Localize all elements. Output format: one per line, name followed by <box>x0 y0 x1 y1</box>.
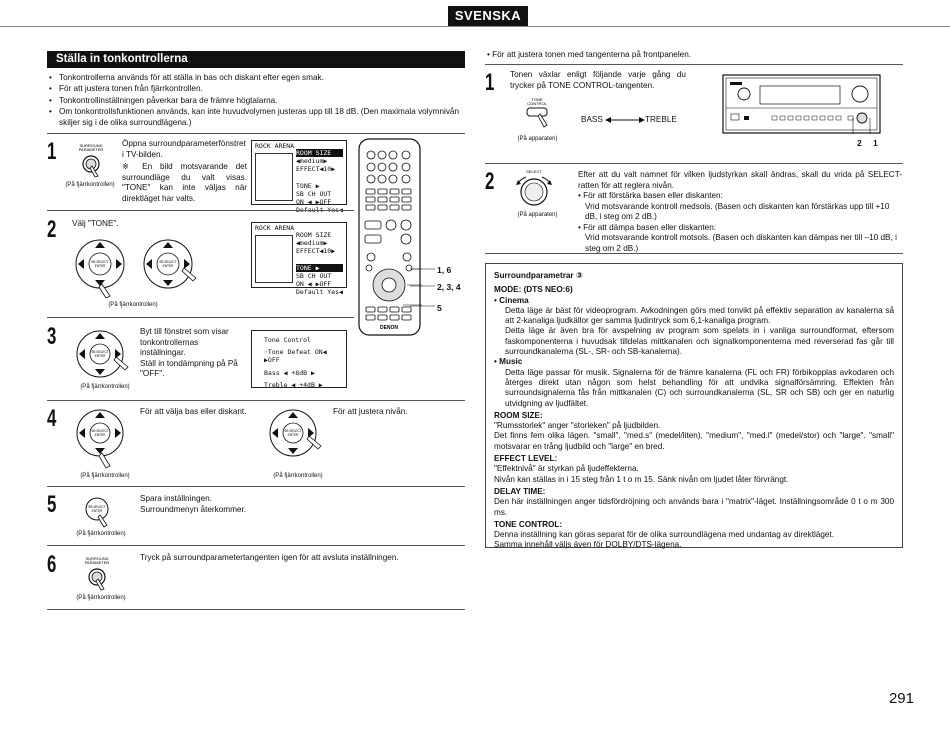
svg-text:PARAMETER: PARAMETER <box>78 147 104 152</box>
remote-callout: 5 <box>437 303 442 313</box>
step-caption: (På fjärrkontrollen) <box>76 531 126 537</box>
step-number: 2 <box>485 168 495 195</box>
cursor-pad-icon <box>72 327 134 385</box>
surround-parameter-button-icon <box>72 140 110 182</box>
language-tab: SVENSKA <box>448 6 528 26</box>
step-divider <box>47 210 354 211</box>
svg-text:CONTROL: CONTROL <box>527 101 547 106</box>
svg-text:TONE: TONE <box>531 97 543 102</box>
panel-callout: 2 <box>857 138 862 148</box>
step-text: Tryck på surroundparametertangenten igen för att avsluta inställningen. <box>140 553 399 562</box>
step-number: 4 <box>47 405 57 432</box>
step-text: Efter att du valt namnet för vilken ljudstyrkan skall ändras, skall du vrida på SELECT-ratten för att reglera nivån. • För att förstärka basen eller diskanten: Vrid motsvarande kontroll medsols. (Basen och diskanten kan förstärkas upp till +10 dB, i steg om 2 dB.) • För att dämpa basen eller diskanten: Vrid motsvarande kontroll motsols. (Basen och diskanten kan dämpas ner till –10 dB, i steg om 2 dB.) <box>578 170 902 253</box>
cursor-pad-icon <box>72 236 134 298</box>
svg-text:SB SELECT: SB SELECT <box>159 260 177 264</box>
surround-parameter-button-icon <box>78 553 116 595</box>
cursor-pad-icon <box>140 236 202 298</box>
svg-text:ENTER: ENTER <box>94 264 106 268</box>
step-caption: (På fjärrkontrollen) <box>273 473 323 479</box>
step-divider <box>47 400 465 401</box>
step-text: Tonen växlar enligt följande varje gång du trycker på TONE CONTROL-tangenten. <box>510 70 686 90</box>
step-caption: (På fjärrkontrollen) <box>80 384 130 390</box>
section-title: Ställa in tonkontrollerna <box>47 51 465 68</box>
step-divider <box>47 609 465 610</box>
step-divider <box>47 545 465 546</box>
header-rule <box>0 26 950 27</box>
treble-label: TREBLE <box>645 115 677 124</box>
step-number: 1 <box>47 138 57 165</box>
osd-screen: ROCK ARENA ROOM SIZE ◀medium▶ EFFECT◀10▶ TONE ▶ SB CH OUT ON ◀ ▶OFF Default Yes◀ <box>251 140 347 205</box>
step-caption: (På fjärrkontrollen) <box>80 473 130 479</box>
panel-callout: 1 <box>873 138 878 148</box>
step-caption: (På fjärrkontrollen) <box>76 595 126 601</box>
svg-text:ENTER: ENTER <box>91 509 103 513</box>
step-text: Spara inställningen. Surroundmenyn återkommer. <box>140 494 247 514</box>
bass-label: BASS <box>581 115 603 124</box>
tone-control-button-icon <box>522 96 562 132</box>
step-caption: (På apparaten) <box>517 212 558 218</box>
intro-bullet: • Tonkontrollerna används för att ställa in bas och diskant efter egen smak. <box>47 72 467 83</box>
enter-button-icon <box>82 495 116 529</box>
cursor-pad-icon <box>265 406 327 472</box>
osd-screen: Tone Control ☞Tone Defeat ON◀ ▶OFF Bass ◀ +8dB ▶ Treble ◀ +4dB ▶ <box>251 330 347 388</box>
step-number: 1 <box>485 69 495 96</box>
step-caption: (På fjärrkontrollen) <box>108 302 158 308</box>
svg-text:SB SELECT: SB SELECT <box>284 429 302 433</box>
step-number: 5 <box>47 491 57 518</box>
step-caption: (På fjärrkontrollen) <box>65 182 115 188</box>
svg-text:PARAMETER: PARAMETER <box>84 560 110 565</box>
knob-label: SELECT <box>526 169 542 174</box>
svg-text:ENTER: ENTER <box>94 354 106 358</box>
svg-text:ENTER: ENTER <box>162 264 174 268</box>
step-text: Öppna surroundparameterfönstret i TV-bilden. ※ En bild motsvarande det surroundläge du valt visas. "TONE" kan inte väljas när direktläget har valts. <box>122 139 247 203</box>
step-text: Byt till fönstret som visar tonkontrollernas inställningar. Ställ in tondämpning på På "OFF". <box>140 327 238 378</box>
page-number: 291 <box>888 690 914 707</box>
cursor-pad-icon <box>72 406 134 472</box>
intro-bullet: • Tonkontrollinställningen påverkar bara de främre högtalarna. <box>47 95 467 106</box>
osd-screen: ROCK ARENA ROOM SIZE ◀medium▶ EFFECT◀10▶ TONE ▶ SB CH OUT ON ◀ ▶OFF Default Yes◀ <box>251 222 347 288</box>
step-divider <box>485 253 903 254</box>
svg-text:ENTER: ENTER <box>287 433 299 437</box>
step-text: För att välja bas eller diskant. <box>140 407 247 416</box>
bidirectional-arrow-icon <box>605 115 645 125</box>
intro-bullets <box>47 72 467 128</box>
intro-bullet: • För att justera tonen från fjärrkontrollen. <box>47 83 467 94</box>
remote-callout: 1, 6 <box>437 265 452 275</box>
svg-text:SB SELECT: SB SELECT <box>91 350 109 354</box>
step-divider <box>47 133 465 134</box>
step-caption: (På apparaten) <box>517 136 558 142</box>
select-knob-icon <box>512 167 556 211</box>
step-number: 6 <box>47 551 57 578</box>
step-text: Välj "TONE". <box>72 219 119 228</box>
remote-brand: DENON <box>379 325 399 331</box>
step-number: 3 <box>47 323 57 350</box>
step-divider <box>47 317 354 318</box>
step-divider <box>485 163 903 164</box>
intro-bullet: • Om tonkontrollsfunktionen används, kan inte huvudvolymen justeras upp till 18 dB. (Den maximala volymnivån skiljer sig i de olika surroundlägena.) <box>47 106 467 129</box>
svg-text:SURROUND: SURROUND <box>79 143 103 148</box>
step-divider <box>485 64 903 65</box>
step-text: För att justera nivån. <box>333 407 408 416</box>
callout-lines <box>410 260 435 320</box>
surround-parameters-box: Surroundparametrar ③ MODE: (DTS NEO:6) • Cinema Detta läge är bäst för videoprogram. Avkodningen görs med tonvikt på effektiv separation av kanalerna så att 2-kanaliga ljudkällor ger samma ljudintryck som 6,1-kanaliga program. Detta läge är även bra för avspelning av program som spelats in i vanliga surroundformat, eftersom faskomponenterna i huvudsak tilldelas mittkanalen och signalkomponenterna med reverserad fas går till surroundkanalerna (SL-, SR- och SB-kanalerna). • Music Detta läge passar för musik. Signalerna för de främre kanalerna (FL och FR) förbikopplas avkodaren och återges direkt utan någon som helst behandling för att undvika signalförsämring. Effekten från surroundsignalerna fås från mittkanalen (C) och surroundkanalerna (SL, SR och SB) och ger en naturlig utvidgning av ljudfältet. ROOM SIZE: "Rumsstorlek" anger "storleken" på ljudbilden. Det finns fem olika lägen. "small", "med.s" (medel/liten), "medium", "med.l" (medel/stor) och "large". "small" motsvarar en trång ljudbild och "large" en bred. EFFECT LEVEL: "Effektnivå" är styrkan på ljudeffekterna. Nivån kan ställas in i 15 steg från 1 t o m 15. Sänk nivån om ljudet låter förvrängt. DELAY TIME: Den här inställningen anger tidsfördröjning och används bara i "matrix"-läget. Inställningsområde 0 t o m 300 ms. TONE CONTROL: Denna inställning kan göras separat för de olika surroundlägena med undantag av direktläget. Samma innehåll väljs även för DOLBY/DTS-lägena. <box>485 263 903 548</box>
remote-callout: 2, 3, 4 <box>437 282 461 292</box>
step-number: 2 <box>47 216 57 243</box>
right-intro: • För att justera tonen med tangenterna på frontpanelen. <box>487 50 692 59</box>
svg-text:SURROUND: SURROUND <box>85 556 109 561</box>
receiver-front-panel-icon <box>722 74 882 136</box>
svg-text:SB SELECT: SB SELECT <box>91 260 109 264</box>
step-divider <box>47 486 465 487</box>
svg-text:SB SELECT: SB SELECT <box>91 429 109 433</box>
svg-text:ENTER: ENTER <box>94 433 106 437</box>
svg-text:SB SELECT: SB SELECT <box>88 505 106 509</box>
